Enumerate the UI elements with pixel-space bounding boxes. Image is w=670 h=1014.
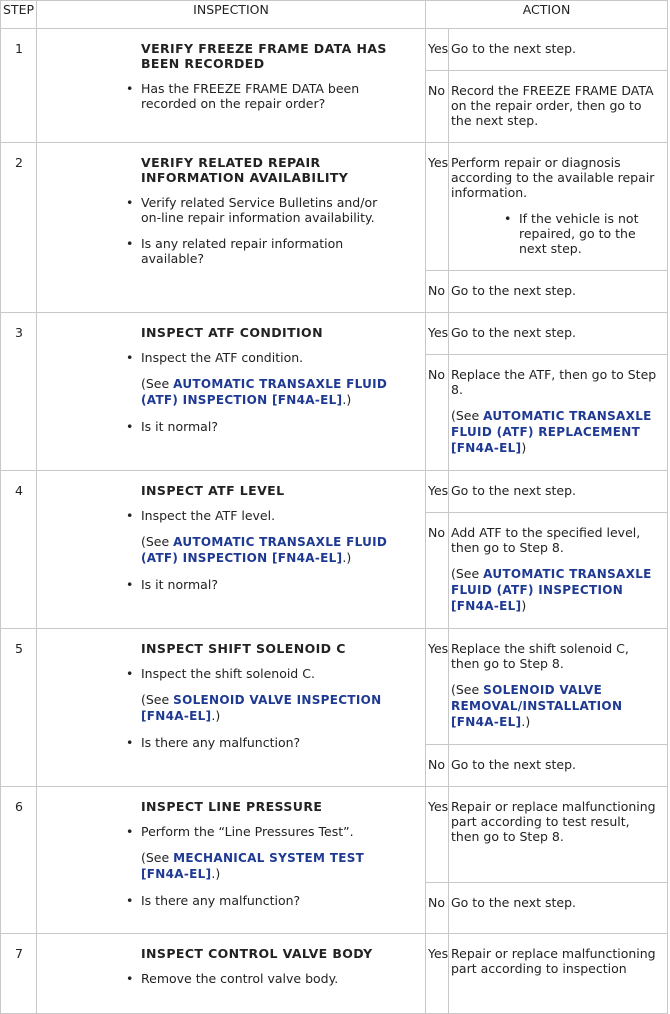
no-action-cell	[449, 355, 668, 471]
yes-label: Yes	[426, 471, 449, 513]
yes-action: Go to the next step.	[449, 29, 668, 71]
inspection-bullet: • Inspect the ATF condition.	[141, 350, 395, 365]
inspection-bullet: • Is it normal?	[141, 577, 395, 592]
inspection-bullet: • Is any related repair information available?	[141, 236, 395, 266]
reference-link[interactable]: MECHANICAL SYSTEM TEST [FN4A-EL]	[141, 851, 365, 881]
no-label: No	[426, 745, 449, 787]
step-number: 6	[1, 787, 37, 934]
yes-action: Replace the shift solenoid C, then go to Step 8.	[451, 641, 629, 671]
inspection-bullet: • Perform the “Line Pressures Test”.	[141, 824, 395, 839]
inspection-bullet: • Inspect the shift solenoid C.	[141, 666, 395, 681]
reference-link[interactable]: SOLENOID VALVE INSPECTION [FN4A-EL]	[141, 693, 382, 723]
reference-link[interactable]: AUTOMATIC TRANSAXLE FLUID (ATF) INSPECTION [FN4A-EL]	[141, 535, 388, 565]
yes-label: Yes	[426, 29, 449, 71]
table-row	[1, 787, 668, 883]
inspection-title: INSPECT SHIFT SOLENOID C	[141, 641, 346, 656]
yes-action-cell	[449, 143, 668, 271]
yes-label: Yes	[426, 629, 449, 745]
inspection-cell	[37, 29, 426, 143]
header-row	[1, 1, 668, 29]
see-reference: (See AUTOMATIC TRANSAXLE FLUID (ATF) INSPECTION [FN4A-EL].)	[141, 376, 388, 407]
table-row	[1, 934, 668, 1014]
header-inspection: INSPECTION	[37, 1, 426, 29]
table-row	[1, 471, 668, 513]
no-action: Go to the next step.	[449, 271, 668, 313]
no-action: Go to the next step.	[449, 882, 668, 933]
yes-label: Yes	[426, 787, 449, 883]
inspection-cell	[37, 629, 426, 787]
yes-label: Yes	[426, 313, 449, 355]
reference-link[interactable]: SOLENOID VALVE REMOVAL/INSTALLATION [FN4A-EL]	[451, 683, 623, 729]
table-row	[1, 629, 668, 745]
reference-link[interactable]: AUTOMATIC TRANSAXLE FLUID (ATF) INSPECTION [FN4A-EL]	[141, 377, 388, 407]
inspection-cell	[37, 143, 426, 313]
inspection-bullet: • Is there any malfunction?	[141, 893, 395, 908]
inspection-bullet: • Remove the control valve body.	[141, 971, 395, 986]
inspection-bullet: • Has the FREEZE FRAME DATA been recorded on the repair order?	[141, 81, 395, 111]
see-reference: (See SOLENOID VALVE REMOVAL/INSTALLATION [FN4A-EL].)	[451, 682, 623, 729]
inspection-title: VERIFY FREEZE FRAME DATA HAS BEEN RECORDED	[141, 41, 387, 71]
inspection-title: INSPECT ATF LEVEL	[141, 483, 285, 498]
inspection-bullet: • Is it normal?	[141, 419, 395, 434]
no-label: No	[426, 271, 449, 313]
yes-action: Repair or replace malfunctioning part according to inspection	[449, 934, 668, 1014]
yes-action: Perform repair or diagnosis according to the available repair information.	[451, 155, 655, 200]
step-number: 2	[1, 143, 37, 313]
no-label: No	[426, 71, 449, 143]
step-number: 5	[1, 629, 37, 787]
no-label: No	[426, 513, 449, 629]
no-label: No	[426, 355, 449, 471]
yes-label: Yes	[426, 143, 449, 271]
step-number: 7	[1, 934, 37, 1014]
inspection-bullet: • Inspect the ATF level.	[141, 508, 395, 523]
yes-action: Go to the next step.	[449, 313, 668, 355]
see-reference: (See AUTOMATIC TRANSAXLE FLUID (ATF) INSPECTION [FN4A-EL])	[451, 566, 652, 613]
table-row	[1, 29, 668, 71]
inspection-title: VERIFY RELATED REPAIR INFORMATION AVAILABILITY	[141, 155, 349, 185]
yes-sub-bullet: • If the vehicle is not repaired, go to the next step.	[519, 211, 661, 256]
inspection-bullet: • Is there any malfunction?	[141, 735, 395, 750]
no-action: Go to the next step.	[449, 745, 668, 787]
yes-label: Yes	[426, 934, 449, 1014]
no-action: Record the FREEZE FRAME DATA on the repair order, then go to the next step.	[449, 71, 668, 143]
see-reference: (See AUTOMATIC TRANSAXLE FLUID (ATF) REPLACEMENT [FN4A-EL])	[451, 408, 652, 455]
inspection-title: INSPECT CONTROL VALVE BODY	[141, 946, 373, 961]
see-reference: (See MECHANICAL SYSTEM TEST [FN4A-EL].)	[141, 850, 365, 881]
no-action: Replace the ATF, then go to Step 8.	[451, 367, 657, 397]
yes-action: Repair or replace malfunctioning part according to test result, then go to Step 8.	[449, 787, 668, 883]
yes-action-cell	[449, 629, 668, 745]
yes-action: Go to the next step.	[449, 471, 668, 513]
inspection-cell	[37, 934, 426, 1014]
step-number: 1	[1, 29, 37, 143]
see-reference: (See AUTOMATIC TRANSAXLE FLUID (ATF) INSPECTION [FN4A-EL].)	[141, 534, 388, 565]
header-step: STEP	[1, 1, 37, 29]
inspection-cell	[37, 787, 426, 934]
reference-link[interactable]: AUTOMATIC TRANSAXLE FLUID (ATF) INSPECTION [FN4A-EL]	[451, 567, 652, 613]
no-action-cell	[449, 513, 668, 629]
header-action: ACTION	[426, 1, 668, 29]
step-number: 3	[1, 313, 37, 471]
inspection-cell	[37, 313, 426, 471]
inspection-title: INSPECT ATF CONDITION	[141, 325, 323, 340]
inspection-cell	[37, 471, 426, 629]
no-action: Add ATF to the specified level, then go to Step 8.	[451, 525, 641, 555]
inspection-bullet: • Verify related Service Bulletins and/or on-line repair information availability.	[141, 195, 395, 225]
reference-link[interactable]: AUTOMATIC TRANSAXLE FLUID (ATF) REPLACEMENT [FN4A-EL]	[451, 409, 652, 455]
no-label: No	[426, 882, 449, 933]
table-row	[1, 143, 668, 271]
table-row	[1, 313, 668, 355]
see-reference: (See SOLENOID VALVE INSPECTION [FN4A-EL].)	[141, 692, 382, 723]
step-number: 4	[1, 471, 37, 629]
inspection-title: INSPECT LINE PRESSURE	[141, 799, 323, 814]
